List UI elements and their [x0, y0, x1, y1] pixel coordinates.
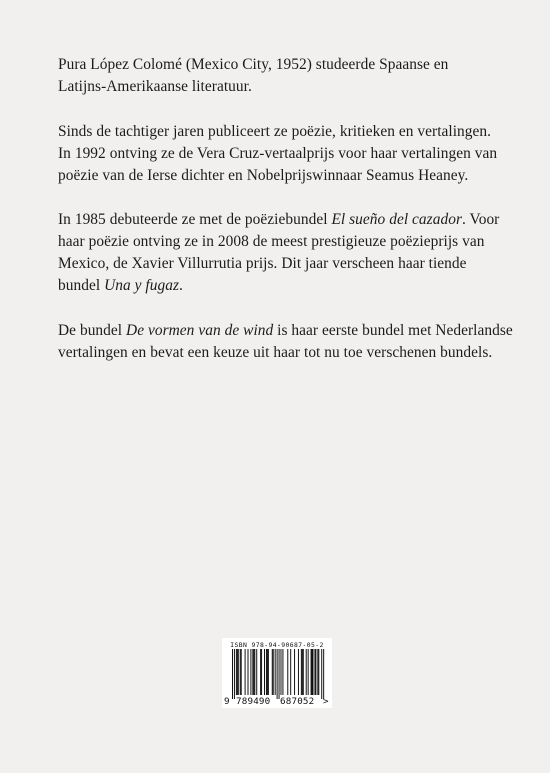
- ean-left-digits: 789490: [236, 696, 271, 707]
- text-run: haar poëzie ontving ze in 2008 de meest prestigieuze poëzieprijs van: [58, 233, 485, 250]
- paragraph-line: [58, 54, 508, 76]
- barcode-bar: [306, 649, 307, 695]
- barcode-bar: [237, 649, 238, 695]
- barcode-bar: [302, 649, 303, 695]
- barcode-bar: [312, 649, 313, 695]
- barcode-bar: [273, 649, 274, 695]
- paragraph-line: [58, 253, 508, 275]
- barcode-bar: [313, 649, 314, 695]
- text-run: In 1985 debuteerde ze met de poëziebundel: [58, 211, 332, 228]
- text-run: poëzie van de Ierse dichter en Nobelprijswinnaar Seamus Heaney.: [58, 166, 469, 184]
- paragraph-line: [58, 231, 508, 253]
- barcode-bar: [256, 649, 257, 695]
- barcode-bar: [260, 649, 261, 695]
- text-run: is haar eerste bundel met Nederlandse: [273, 321, 513, 339]
- paragraph-line: [58, 143, 508, 165]
- barcode-bar: [301, 649, 302, 695]
- text-run: bundel: [58, 277, 105, 294]
- barcode-bar: [261, 649, 262, 695]
- paragraph-line: [58, 342, 508, 364]
- text-run: Sinds de tachtiger jaren publiceert ze poëzie, kritieken en vertalingen.: [58, 122, 492, 140]
- barcode-bar: [245, 649, 246, 695]
- paragraph-line: [58, 76, 508, 98]
- barcode-bar: [267, 649, 268, 695]
- barcode-bar: [266, 649, 267, 695]
- barcode-bar: [287, 649, 288, 695]
- text-run: Pura López Colomé (Mexico City, 1952) studeerde Spaanse en: [58, 56, 449, 73]
- text-run: Mexico, de Xavier Villurrutia prijs. Dit jaar verscheen haar tiende: [58, 255, 467, 272]
- text-run: Latijns-Amerikaanse literatuur.: [58, 78, 252, 95]
- text-run: In 1992 ontving ze de Vera Cruz-vertaalprijs voor haar vertalingen van: [58, 144, 498, 162]
- ean-lead-digit: 9: [224, 696, 230, 707]
- text-run: vertalingen en bevat een keuze uit haar tot nu toe verschenen bundels.: [58, 343, 493, 361]
- barcode-bar: [314, 649, 315, 695]
- paragraph-4: [58, 320, 513, 364]
- barcode-bar: [264, 649, 265, 695]
- barcode-bar: [298, 649, 299, 695]
- barcode-bar: [253, 649, 254, 695]
- italic-title: De vormen van de wind: [126, 321, 274, 339]
- italic-title: Una y fugaz: [104, 277, 180, 294]
- text-run: . Voor: [462, 211, 500, 228]
- text-run: .: [179, 277, 183, 294]
- isbn-barcode: [222, 638, 332, 708]
- barcode-bar: [279, 649, 280, 699]
- barcode-bar: [290, 649, 291, 695]
- barcode-bar: [315, 649, 316, 695]
- barcode-bar: [250, 649, 251, 695]
- barcode-bar: [311, 649, 312, 695]
- barcode-bar: [252, 649, 253, 695]
- barcode-bar: [234, 649, 235, 699]
- barcode-bar: [281, 649, 282, 695]
- barcode-bar: [294, 649, 295, 695]
- ean-trail-mark: >: [323, 696, 329, 707]
- paragraph-line: [58, 165, 508, 187]
- barcode-bar: [236, 649, 237, 695]
- isbn-label: ISBN 978-94-90687-05-2: [230, 641, 324, 649]
- barcode-bar: [282, 649, 283, 695]
- paragraph-2: [58, 121, 508, 187]
- paragraph-line: [58, 209, 508, 231]
- barcode-bar: [268, 649, 269, 695]
- ean-digits: [222, 696, 332, 707]
- paragraph-line: [58, 121, 508, 143]
- barcode-bar: [318, 649, 319, 695]
- barcode-bar: [317, 649, 318, 695]
- barcode-bar: [248, 649, 249, 695]
- ean-right-digits: 687052: [280, 696, 315, 707]
- paragraph-3: [58, 209, 508, 297]
- text-run: De bundel: [58, 321, 127, 339]
- back-cover-text: [58, 54, 513, 386]
- barcode-bar: [238, 649, 239, 695]
- barcode-bar: [240, 649, 241, 695]
- barcode-bar: [308, 649, 309, 695]
- barcode-bar: [241, 649, 242, 695]
- barcode-bar: [232, 649, 233, 699]
- italic-title: El sueño del cazador: [331, 211, 462, 228]
- barcode-bar: [277, 649, 278, 699]
- paragraph-line: [58, 320, 513, 342]
- barcode-bar: [275, 649, 276, 695]
- barcode-bar: [303, 649, 304, 695]
- barcode-bar: [321, 649, 322, 699]
- barcode-bar: [323, 649, 324, 699]
- paragraph-1: [58, 54, 508, 98]
- barcode-bar: [254, 649, 255, 695]
- barcode-bar: [272, 649, 273, 695]
- barcode-bars: [222, 649, 332, 699]
- paragraph-line: [58, 275, 508, 297]
